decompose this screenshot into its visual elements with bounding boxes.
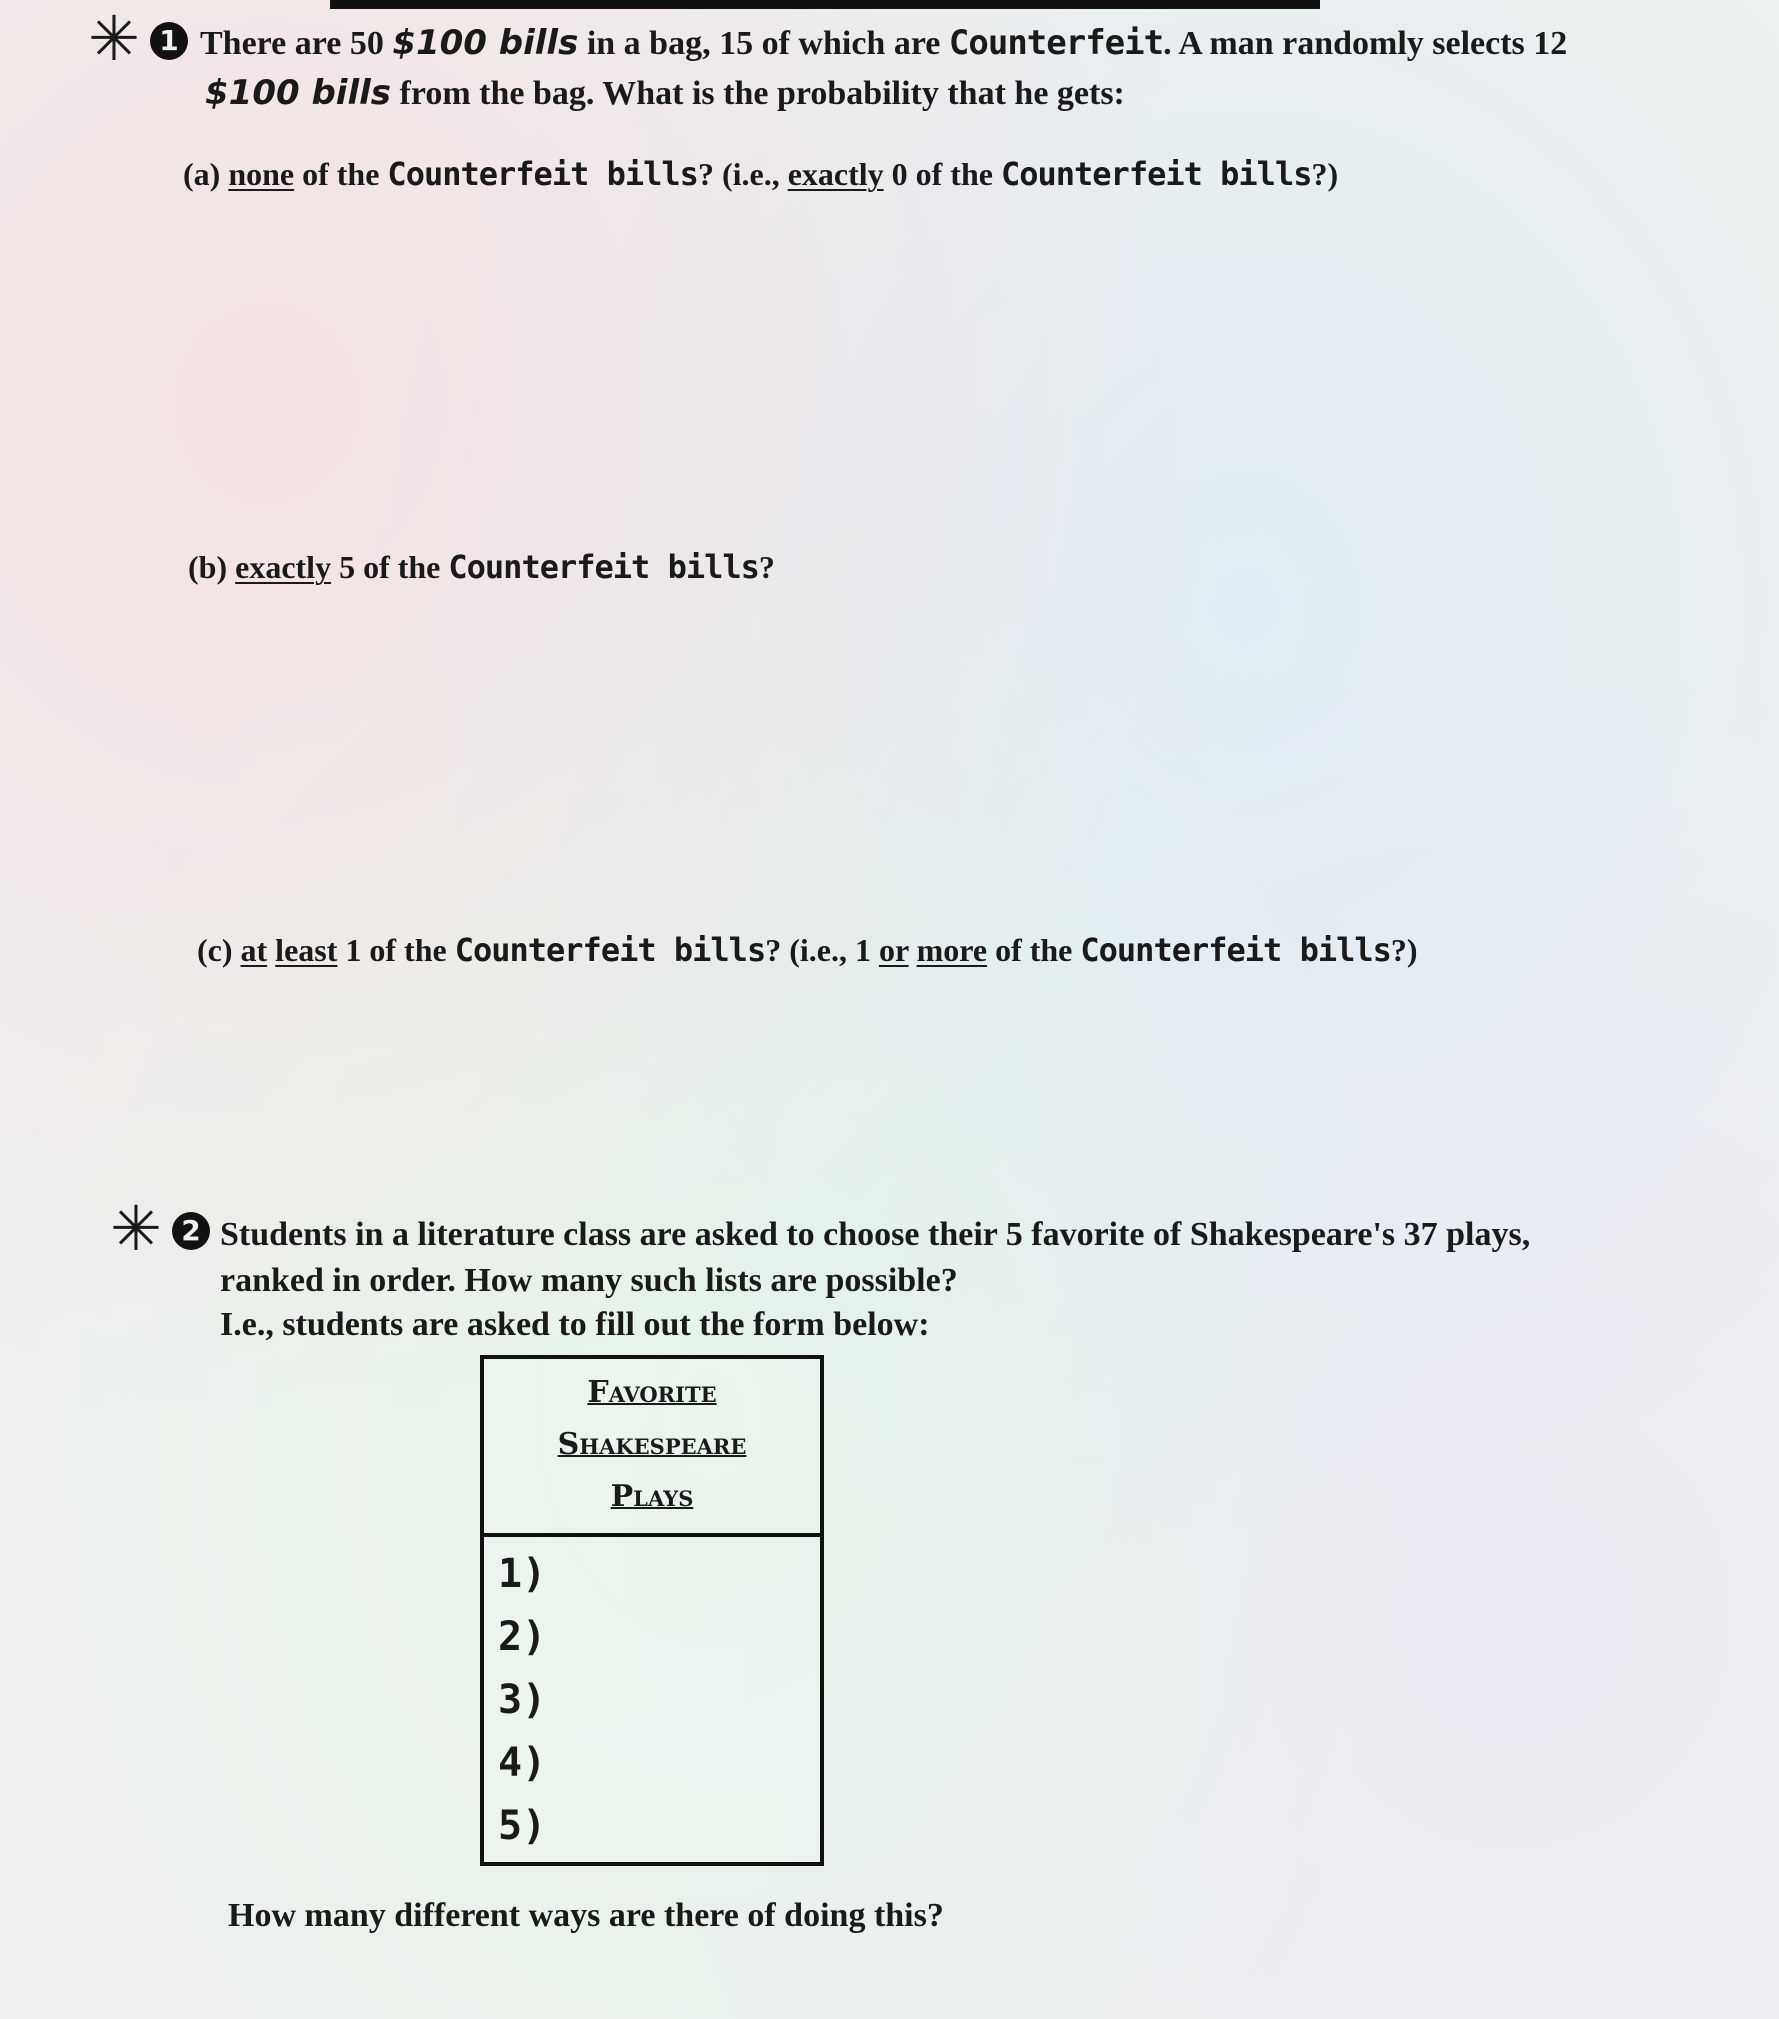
emphasis-text: Counterfeit bills: [448, 548, 759, 586]
problem2-line1: Students in a literature class are asked to choose their 5 favorite of Shakespeare's 37 plays,: [220, 1216, 1531, 1253]
rank-cell: 5): [498, 1803, 547, 1849]
underlined-text: at: [240, 932, 268, 968]
problem2-question: How many different ways are there of doing this?: [228, 1897, 944, 1934]
emphasis-text: Counterfeit: [948, 23, 1164, 63]
text-run: 5 of the: [331, 549, 449, 585]
emphasis-text: $100 bills: [205, 73, 392, 113]
emphasis-text: Counterfeit bills: [387, 155, 698, 193]
text-run: 1 of the: [337, 932, 455, 968]
problem1-part-a: [183, 152, 1338, 196]
emphasis-text: $100 bills: [392, 23, 579, 63]
table-row: [482, 1606, 822, 1669]
text-run: ? (i.e.,: [697, 156, 788, 192]
problem-number-badge: 2: [172, 1212, 210, 1250]
header-line: Favorite: [587, 1375, 717, 1410]
problem1-part-c: [197, 928, 1418, 972]
text-run: (a): [183, 156, 229, 192]
table-header-row: [482, 1357, 822, 1535]
top-border-bar: [330, 0, 1320, 9]
rank-cell: 2): [498, 1614, 547, 1660]
favorite-plays-table: [480, 1355, 824, 1866]
table-header: [482, 1357, 822, 1535]
text-run: [909, 932, 917, 968]
text-run: from the bag. What is the probability that he gets:: [391, 75, 1125, 112]
underlined-text: least: [275, 932, 338, 968]
text-run: of the: [987, 932, 1081, 968]
underlined-text: more: [916, 932, 988, 968]
problem1-line1: [200, 20, 1567, 67]
header-line: Shakespeare: [557, 1427, 747, 1462]
problem1-line2: [205, 70, 1125, 117]
underlined-text: exactly: [235, 549, 332, 585]
text-run: ?): [1311, 156, 1339, 192]
text-run: ?): [1390, 932, 1418, 968]
problem-number-badge: 1: [150, 22, 188, 60]
text-run: ?: [758, 549, 775, 585]
table-row: [482, 1795, 822, 1864]
text-run: [267, 932, 275, 968]
asterisk-icon: ✳: [88, 2, 140, 75]
emphasis-text: Counterfeit bills: [454, 931, 766, 969]
text-run: 0 of the: [883, 156, 1001, 192]
header-line: Plays: [610, 1479, 694, 1514]
rank-cell: 4): [498, 1740, 547, 1786]
rank-cell: 1): [498, 1551, 547, 1597]
text-run: (b): [188, 549, 236, 585]
problem2-line3: I.e., students are asked to fill out the form below:: [220, 1306, 930, 1343]
text-run: There are 50: [200, 25, 393, 62]
text-run: of the: [294, 156, 388, 192]
underlined-text: none: [228, 156, 295, 192]
text-run: in a bag, 15 of which are: [578, 25, 949, 62]
table-row: [482, 1732, 822, 1795]
underlined-text: or: [878, 932, 909, 968]
underlined-text: exactly: [787, 156, 884, 192]
rank-cell: 3): [498, 1677, 547, 1723]
table-row: [482, 1669, 822, 1732]
problem1-part-b: [188, 545, 775, 589]
text-run: . A man randomly selects 12: [1163, 25, 1568, 62]
problem2-line2: ranked in order. How many such lists are possible?: [220, 1262, 958, 1299]
table-row: [482, 1535, 822, 1606]
asterisk-icon: ✳: [110, 1192, 162, 1265]
text-run: ? (i.e., 1: [765, 932, 879, 968]
emphasis-text: Counterfeit bills: [1080, 931, 1391, 969]
text-run: (c): [197, 932, 241, 968]
emphasis-text: Counterfeit bills: [1000, 155, 1312, 193]
